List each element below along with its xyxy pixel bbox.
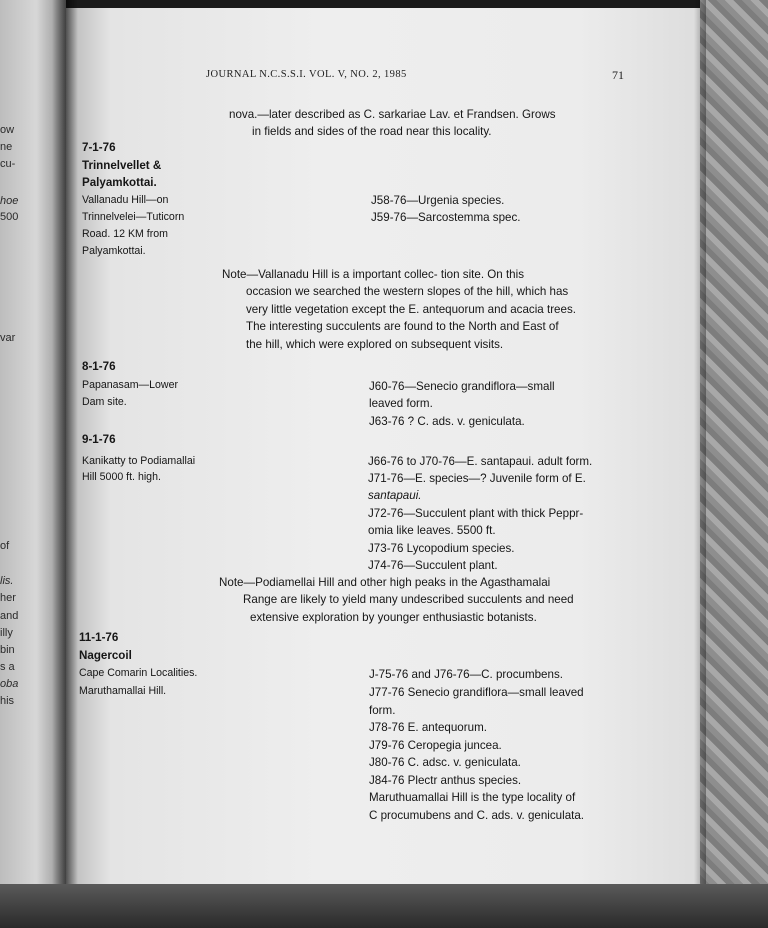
entry-detail: Maruthamallai Hill.	[79, 685, 167, 697]
specimen-line: J73-76 Lycopodium species.	[368, 542, 515, 555]
edge-fragment: var	[0, 332, 16, 344]
edge-fragment: s a	[0, 661, 15, 673]
specimen-line: Maruthuamallai Hill is the type locality of	[369, 791, 576, 804]
specimen-line: J59-76—Sarcostemma spec.	[371, 211, 521, 224]
note-line: Note—Podiamellai Hill and other high peaks in the Agasthamalai	[219, 576, 551, 589]
entry-detail: Cape Comarin Localities.	[79, 667, 198, 679]
entry-detail: Road. 12 KM from	[82, 228, 168, 240]
book-bottom-edge	[0, 884, 768, 928]
specimen-line: J84-76 Plectr anthus species.	[369, 774, 522, 787]
note-line: very little vegetation except the E. antequorum and acacia trees.	[246, 303, 576, 316]
edge-fragment: lis.	[0, 575, 14, 587]
specimen-line: J74-76—Succulent plant.	[368, 559, 498, 572]
book-gutter-shadow	[52, 0, 78, 900]
edge-fragment: oba	[0, 678, 19, 690]
entry-date: 11-1-76	[79, 631, 119, 644]
edge-fragment: 500	[0, 211, 19, 223]
note-line: Note—Vallanadu Hill is a important collec- tion site. On this	[222, 268, 524, 281]
edge-fragment: of	[0, 540, 10, 552]
cover-shadow	[694, 0, 706, 900]
specimen-line: J78-76 E. antequorum.	[369, 721, 487, 734]
entry-date: 8-1-76	[82, 360, 116, 373]
specimen-line: J66-76 to J70-76—E. santapaui. adult form.	[368, 455, 593, 468]
book-cover-edge	[700, 0, 768, 900]
journal-header: JOURNAL N.C.S.S.I. VOL. V, NO. 2, 1985	[206, 69, 407, 80]
page-number: 71	[612, 68, 624, 82]
edge-fragment: and	[0, 610, 19, 622]
entry-date: 7-1-76	[82, 141, 116, 154]
entry-detail: Hill 5000 ft. high.	[82, 471, 161, 483]
specimen-line: J71-76—E. species—? Juvenile form of E.	[368, 472, 586, 485]
entry-place: Palyamkottai.	[82, 176, 157, 189]
entry-detail: Dam site.	[82, 396, 127, 408]
specimen-line: J80-76 C. adsc. v. geniculata.	[369, 756, 521, 769]
specimen-line: J63-76 ? C. ads. v. geniculata.	[369, 415, 525, 428]
entry-detail: Trinnelvelei—Tuticorn	[82, 211, 185, 223]
entry-place: Trinnelvellet &	[82, 159, 162, 172]
entry-detail: Kanikatty to Podiamallai	[82, 455, 196, 467]
specimen-line: J72-76—Succulent plant with thick Peppr-	[368, 507, 584, 520]
note-line: The interesting succulents are found to the North and East of	[246, 320, 559, 333]
edge-fragment: illy	[0, 627, 13, 639]
intro-line: in fields and sides of the road near this locality.	[252, 125, 492, 138]
intro-line: nova.—later described as C. sarkariae Lav. et Frandsen. Grows	[229, 108, 556, 121]
edge-fragment: hoe	[0, 195, 19, 207]
entry-detail: Palyamkottai.	[82, 245, 146, 257]
specimen-line: J60-76—Senecio grandiflora—small	[369, 380, 555, 393]
edge-fragment: cu-	[0, 158, 16, 170]
edge-fragment: his	[0, 695, 15, 707]
entry-detail: Papanasam—Lower	[82, 379, 178, 391]
specimen-line: omia like leaves. 5500 ft.	[368, 524, 496, 537]
specimen-line: J79-76 Ceropegia juncea.	[369, 739, 502, 752]
specimen-line: santapaui.	[368, 489, 422, 502]
edge-fragment: her	[0, 592, 16, 604]
edge-fragment: ne	[0, 141, 13, 153]
note-line: Range are likely to yield many undescribed succulents and need	[243, 593, 574, 606]
note-line: the hill, which were explored on subsequent visits.	[246, 338, 504, 351]
specimen-line: J77-76 Senecio grandiflora—small leaved	[369, 686, 584, 699]
specimen-line: J58-76—Urgenia species.	[371, 194, 505, 207]
entry-place: Nagercoil	[79, 649, 132, 662]
edge-fragment: ow	[0, 124, 15, 136]
specimen-line: C procumubens and C. ads. v. geniculata.	[369, 809, 585, 822]
specimen-line: J-75-76 and J76-76—C. procumbens.	[369, 668, 563, 681]
note-line: extensive exploration by younger enthusiastic botanists.	[250, 611, 537, 624]
edge-fragment: bin	[0, 644, 15, 656]
entry-date: 9-1-76	[82, 433, 116, 446]
note-line: occasion we searched the western slopes of the hill, which has	[246, 285, 569, 298]
entry-detail: Vallanadu Hill—on	[82, 194, 169, 206]
specimen-line: leaved form.	[369, 397, 433, 410]
specimen-line: form.	[369, 704, 396, 717]
